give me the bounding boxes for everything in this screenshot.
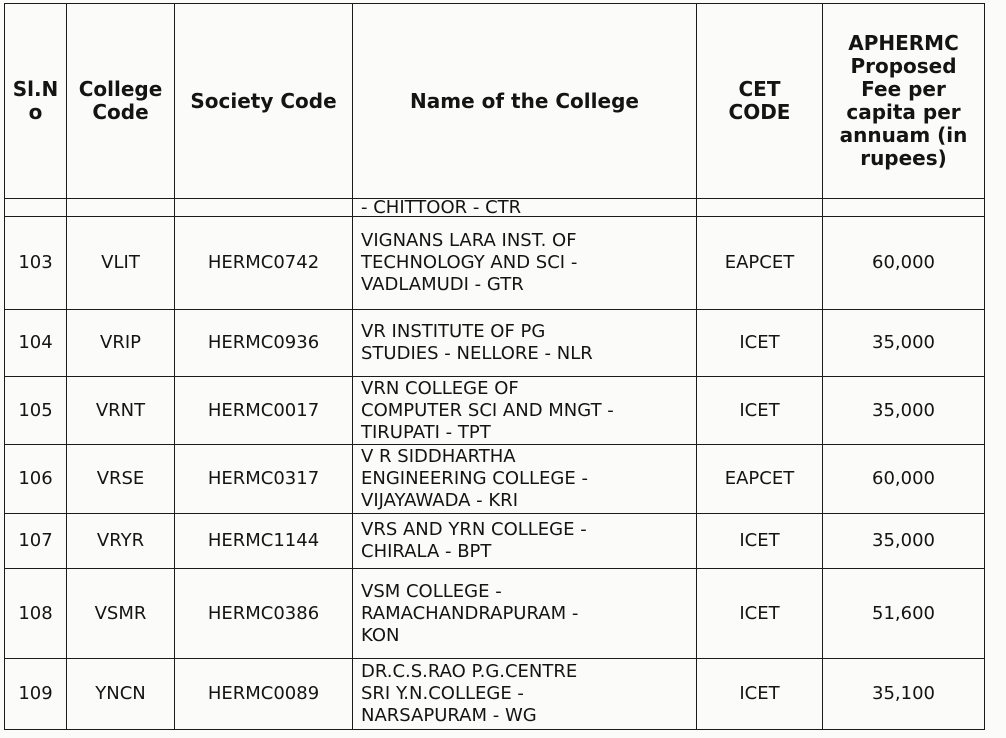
college-name-line: VIJAYAWADA - KRI bbox=[361, 490, 518, 511]
continuation-fee bbox=[823, 199, 985, 217]
table-row bbox=[5, 659, 985, 730]
continuation-college-code bbox=[67, 199, 175, 217]
table-body bbox=[5, 196, 985, 730]
college-name-line: RAMACHANDRAPURAM - bbox=[361, 602, 579, 624]
society-code-cell: HERMC0017 bbox=[175, 377, 353, 445]
college-name-line: STUDIES - NELLORE - NLR bbox=[361, 343, 593, 364]
header-sl-no: Sl.No bbox=[5, 4, 67, 199]
continuation-sl bbox=[5, 199, 67, 217]
table-row bbox=[5, 310, 985, 377]
proposed-fee-cell: 60,000 bbox=[823, 445, 985, 514]
proposed-fee-cell: 60,000 bbox=[823, 217, 985, 310]
college-name-line: VR INSTITUTE OF PG bbox=[361, 321, 546, 342]
table-row bbox=[5, 217, 985, 310]
cet-code-cell: ICET bbox=[697, 377, 823, 445]
college-name-line: TECHNOLOGY AND SCI - bbox=[361, 252, 578, 273]
college-name-cell bbox=[353, 310, 697, 377]
college-name-line: COMPUTER SCI AND MNGT - bbox=[361, 399, 614, 421]
college-name-line: VRS AND YRN COLLEGE - bbox=[361, 519, 587, 540]
college-code-cell: VSMR bbox=[67, 569, 175, 659]
college-name-line: VSM COLLEGE - bbox=[361, 580, 502, 602]
college-name-cell bbox=[353, 445, 697, 514]
college-code-cell: VLIT bbox=[67, 217, 175, 310]
continuation-cet bbox=[697, 199, 823, 217]
header-cet-code: CET CODE bbox=[697, 4, 823, 199]
continuation-society-code bbox=[175, 199, 353, 217]
college-name-line: VRN COLLEGE OF bbox=[361, 377, 519, 399]
header-proposed-fee: APHERMC Proposed Fee per capita per annuam (in rupees) bbox=[823, 4, 985, 199]
header-college-name: Name of the College bbox=[353, 4, 697, 199]
proposed-fee-cell: 35,100 bbox=[823, 659, 985, 730]
sl-no-cell: 105 bbox=[5, 377, 67, 445]
college-code-cell: VRYR bbox=[67, 514, 175, 569]
sl-no-cell: 107 bbox=[5, 514, 67, 569]
college-name-cell bbox=[353, 217, 697, 310]
college-name-line: VIGNANS LARA INST. OF bbox=[361, 230, 577, 251]
college-code-cell: VRSE bbox=[67, 445, 175, 514]
sl-no-cell: 106 bbox=[5, 445, 67, 514]
society-code-cell: HERMC0386 bbox=[175, 569, 353, 659]
college-name-cell bbox=[353, 377, 697, 445]
table-row bbox=[5, 514, 985, 569]
society-code-cell: HERMC0742 bbox=[175, 217, 353, 310]
continuation-row bbox=[5, 199, 985, 217]
table-header bbox=[5, 4, 985, 199]
society-code-cell: HERMC0936 bbox=[175, 310, 353, 377]
cet-code-cell: ICET bbox=[697, 569, 823, 659]
college-name-line: SRI Y.N.COLLEGE - bbox=[361, 683, 524, 704]
sl-no-cell: 109 bbox=[5, 659, 67, 730]
header-society-code: Society Code bbox=[175, 4, 353, 199]
table-row bbox=[5, 377, 985, 445]
college-name-line: NARSAPURAM - WG bbox=[361, 705, 537, 726]
continuation-college-name: - CHITTOOR - CTR bbox=[353, 199, 697, 217]
college-name-line: TIRUPATI - TPT bbox=[361, 421, 491, 443]
cet-code-cell: ICET bbox=[697, 310, 823, 377]
college-code-cell: YNCN bbox=[67, 659, 175, 730]
proposed-fee-cell: 35,000 bbox=[823, 377, 985, 445]
college-name-line: DR.C.S.RAO P.G.CENTRE bbox=[361, 661, 578, 682]
cet-code-cell: ICET bbox=[697, 659, 823, 730]
sl-no-cell: 103 bbox=[5, 217, 67, 310]
proposed-fee-cell: 35,000 bbox=[823, 514, 985, 569]
fee-table bbox=[4, 3, 985, 730]
cet-code-cell: EAPCET bbox=[697, 217, 823, 310]
society-code-cell: HERMC0089 bbox=[175, 659, 353, 730]
college-name-line: CHIRALA - BPT bbox=[361, 541, 492, 562]
header-row bbox=[5, 4, 985, 199]
college-name-line: ENGINEERING COLLEGE - bbox=[361, 468, 588, 489]
college-name-cell bbox=[353, 659, 697, 730]
sl-no-cell: 104 bbox=[5, 310, 67, 377]
proposed-fee-cell: 35,000 bbox=[823, 310, 985, 377]
table-row bbox=[5, 569, 985, 659]
cet-code-cell: ICET bbox=[697, 514, 823, 569]
society-code-cell: HERMC1144 bbox=[175, 514, 353, 569]
college-code-cell: VRIP bbox=[67, 310, 175, 377]
sl-no-cell: 108 bbox=[5, 569, 67, 659]
table-row bbox=[5, 445, 985, 514]
college-name-cell bbox=[353, 569, 697, 659]
cet-code-cell: EAPCET bbox=[697, 445, 823, 514]
college-name-line: V R SIDDHARTHA bbox=[361, 446, 516, 467]
college-name-line: KON bbox=[361, 624, 400, 646]
college-code-cell: VRNT bbox=[67, 377, 175, 445]
college-name-line: VADLAMUDI - GTR bbox=[361, 274, 524, 295]
college-name-cell bbox=[353, 514, 697, 569]
header-college-code: College Code bbox=[67, 4, 175, 199]
proposed-fee-cell: 51,600 bbox=[823, 569, 985, 659]
society-code-cell: HERMC0317 bbox=[175, 445, 353, 514]
